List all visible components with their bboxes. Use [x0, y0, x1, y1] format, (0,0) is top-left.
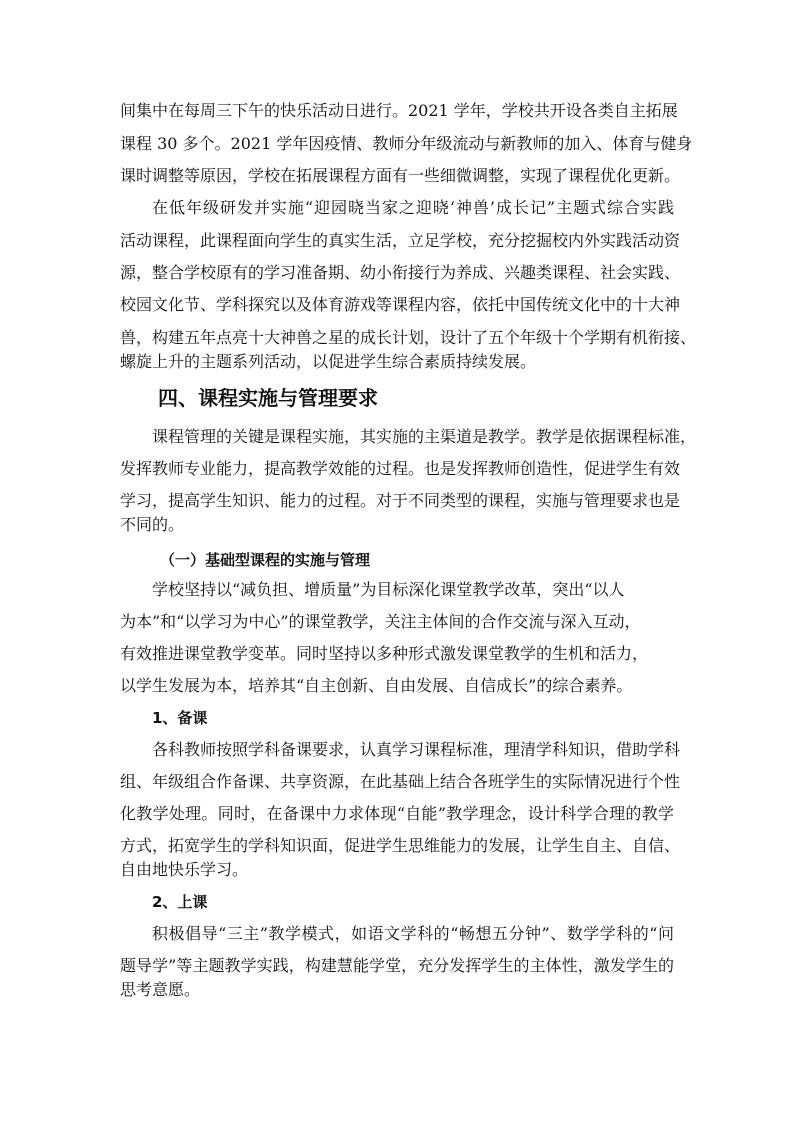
paragraph-line: 学习，提高学生知识、能力的过程。对于不同类型的课程，实施与管理要求也是 [120, 491, 681, 510]
paragraph-line: 在低年级研发并实施“迎园晓当家之迎晓‘神兽’成长记”主题式综合实践 [152, 198, 674, 217]
paragraph-line: 自由地快乐学习。 [120, 860, 249, 879]
paragraph-line: 思考意愿。 [120, 980, 201, 999]
paragraph-line: 组、年级组合作备课、共享资源，在此基础上结合各班学生的实际情况进行个性 [120, 772, 681, 791]
paragraph-line: 以学生发展为本，培养其“自主创新、自由发展、自信成长”的综合素养。 [120, 676, 633, 695]
item-heading: 2、上课 [152, 893, 208, 911]
paragraph-line: 发挥教师专业能力，提高教学效能的过程。也是发挥教师创造性，促进学生有效 [120, 459, 681, 478]
paragraph-line: 课时调整等原因，学校在拓展课程方面有一些细微调整，实现了课程优化更新。 [120, 166, 681, 185]
paragraph-line: 为本”和“以学习为中心”的课堂教学，关注主体间的合作交流与深入互动， [120, 612, 641, 631]
paragraph-line: 课程管理的关键是课程实施，其实施的主渠道是教学。教学是依据课程标准， [152, 427, 697, 446]
paragraph-line: 活动课程，此课程面向学生的真实生活，立足学校，充分挖掘校内外实践活动资 [120, 231, 681, 250]
paragraph-line: 各科教师按照学科备课要求，认真学习课程标准，理清学科知识，借助学科 [152, 740, 681, 759]
paragraph-line: 方式，拓宽学生的学科知识面，促进学生思维能力的发展，让学生自主、自信、 [120, 836, 681, 855]
paragraph-line: 螺旋上升的主题系列活动，以促进学生综合素质持续发展。 [120, 352, 537, 371]
paragraph-line: 间集中在每周三下午的快乐活动日进行。2021 学年，学校共开设各类自主拓展 [120, 101, 678, 120]
section-heading: 四、课程实施与管理要求 [158, 386, 378, 410]
paragraph-line: 课程 30 多个。2021 学年因疫情、教师分年级流动与新教师的加入、体育与健身 [120, 134, 693, 153]
paragraph-line: 有效推进课堂教学变革。同时坚持以多种形式激发课堂教学的生机和活力， [120, 644, 649, 663]
subsection-heading: （一）基础型课程的实施与管理 [160, 551, 371, 569]
paragraph-line: 校园文化节、学科探究以及体育游戏等课程内容，依托中国传统文化中的十大神 [120, 295, 681, 314]
paragraph-line: 题导学”等主题教学实践，构建慧能学堂，充分发挥学生的主体性，激发学生的 [120, 956, 674, 975]
paragraph-line: 源，整合学校原有的学习准备期、幼小衔接行为养成、兴趣类课程、社会实践、 [120, 263, 681, 282]
paragraph-line: 学校坚持以“减负担、增质量”为目标深化课堂教学改革，突出“以人 [152, 580, 625, 599]
paragraph-line: 兽，构建五年点亮十大神兽之星的成长计划，设计了五个年级十个学期有机衔接、 [120, 328, 697, 347]
paragraph-line: 积极倡导“三主”教学模式，如语文学科的“畅想五分钟”、数学学科的“问 [152, 924, 674, 943]
paragraph-line: 化教学处理。同时，在备课中力求体现“自能”教学理念，设计科学合理的教学 [120, 804, 674, 823]
item-heading: 1、备课 [152, 709, 208, 727]
paragraph-line: 不同的。 [120, 515, 185, 534]
